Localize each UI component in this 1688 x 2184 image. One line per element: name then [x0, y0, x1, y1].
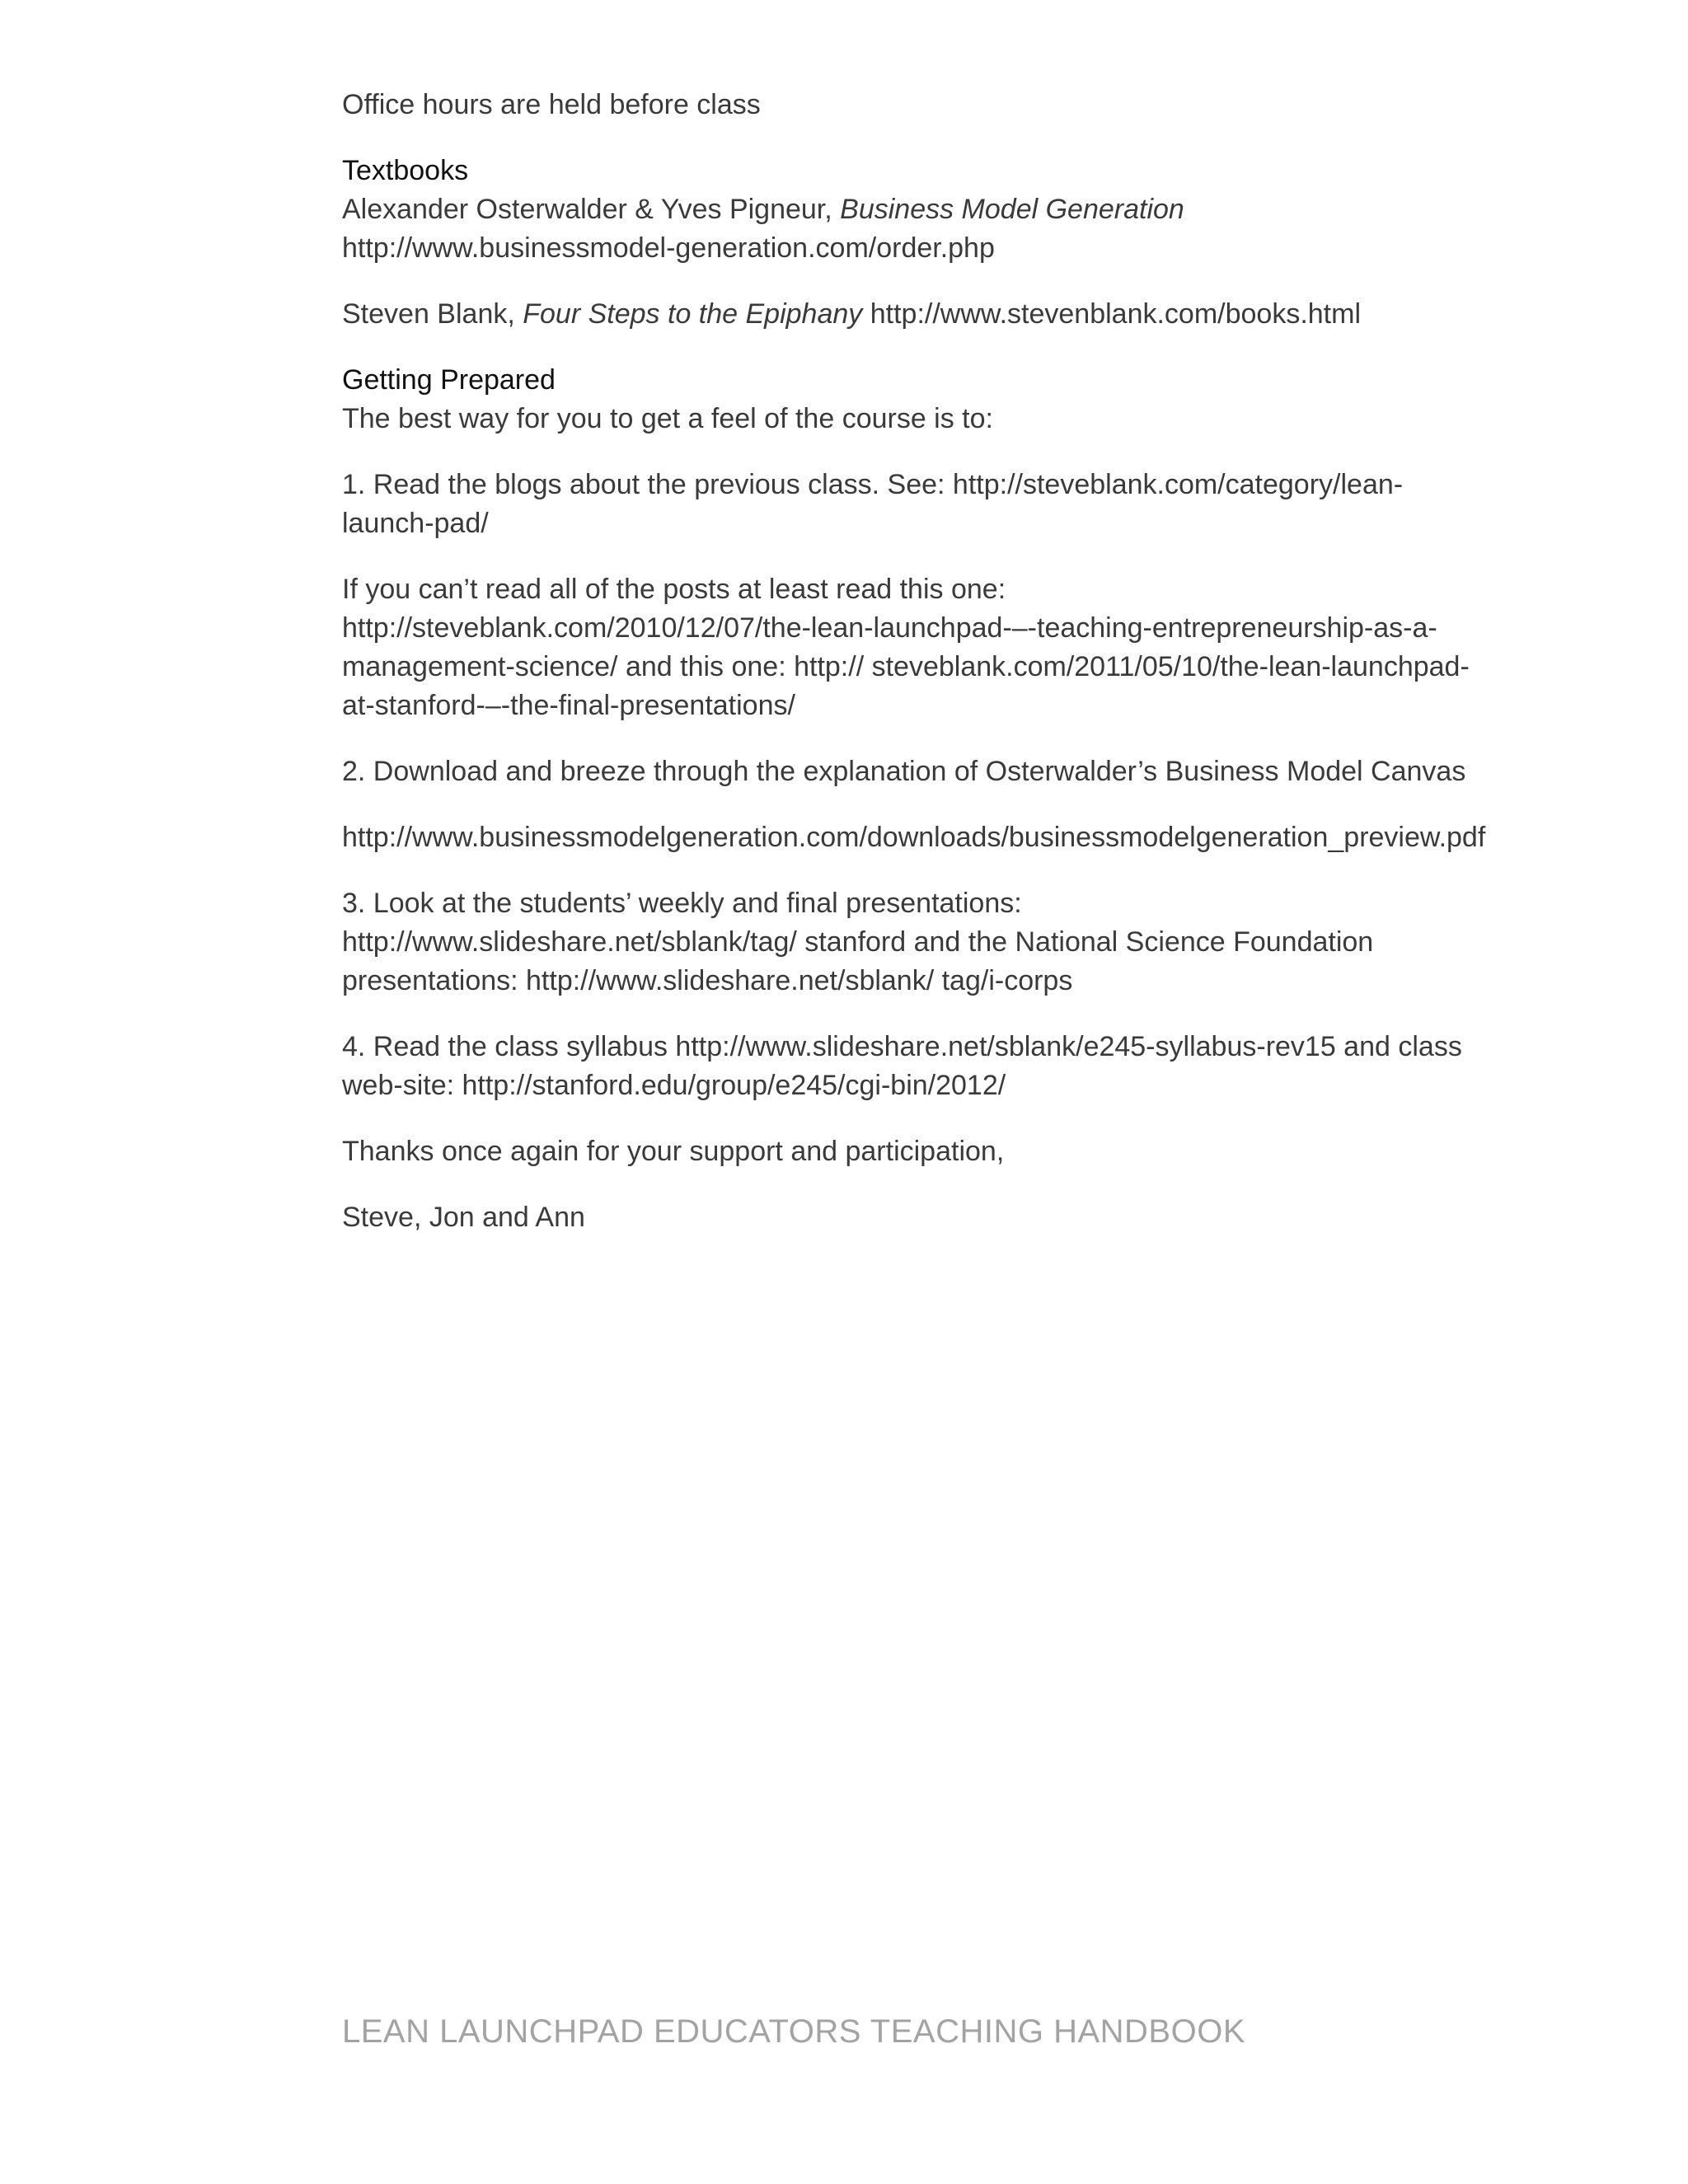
book1-url[interactable]: http://www.businessmodel-generation.com/order.php	[342, 232, 995, 264]
step-4-text[interactable]: 4. Read the class syllabus http://www.slideshare.net/sblank/e245-syllabus-rev15 and class web-site: http://stanford.edu/group/e245/cgi-bin/2012/	[342, 1031, 1462, 1101]
book1-title: Business Model Generation	[840, 194, 1184, 225]
closing-text: Thanks once again for your support and participation,	[342, 1136, 1005, 1167]
textbook-entry-2	[342, 295, 1479, 334]
book2-title: Four Steps to the Epiphany	[523, 298, 863, 330]
step-2-text: 2. Download and breeze through the explanation of Osterwalder’s Business Model Canvas	[342, 756, 1466, 787]
step-3-text[interactable]: 3. Look at the students’ weekly and final presentations: http://www.slideshare.net/sblank/tag/ stanford and the National Science Foundation presentations: http://www.slideshare.net/sblank/ tag/i-corps	[342, 888, 1374, 996]
book2-url[interactable]: http://www.stevenblank.com/books.html	[862, 298, 1362, 330]
textbooks-heading: Textbooks	[342, 155, 469, 186]
step-2-url[interactable]: http://www.businessmodelgeneration.com/downloads/businessmodelgeneration_preview.pdf	[342, 822, 1486, 853]
step-1-note[interactable]: If you can’t read all of the posts at least read this one: http://steveblank.com/2010/12/07/the-lean-launchpad-–-teaching-entrepreneurship-as-a-management-science/ and this one: http:// steveblank.com/2011/05/10/the-lean-launchpad-at-stanford-–-the-final-presentations/	[342, 574, 1470, 721]
getting-prepared-intro: The best way for you to get a feel of the course is to:	[342, 403, 993, 434]
book2-author: Steven Blank,	[342, 298, 523, 330]
office-hours-text: Office hours are held before class	[342, 89, 761, 120]
getting-prepared-heading: Getting Prepared	[342, 364, 556, 396]
getting-prepared-section	[342, 361, 1486, 1105]
document-body	[342, 86, 1486, 1264]
textbook-entry-1	[342, 190, 1479, 268]
step-1-text[interactable]: 1. Read the blogs about the previous class. See: http://steveblank.com/category/lean-launch-pad/	[342, 469, 1404, 539]
textbooks-section	[342, 152, 1479, 334]
book1-author: Alexander Osterwalder & Yves Pigneur,	[342, 194, 841, 225]
page-footer: LEAN LAUNCHPAD EDUCATORS TEACHING HANDBOOK	[342, 2013, 1246, 2050]
signature-text: Steve, Jon and Ann	[342, 1202, 585, 1233]
